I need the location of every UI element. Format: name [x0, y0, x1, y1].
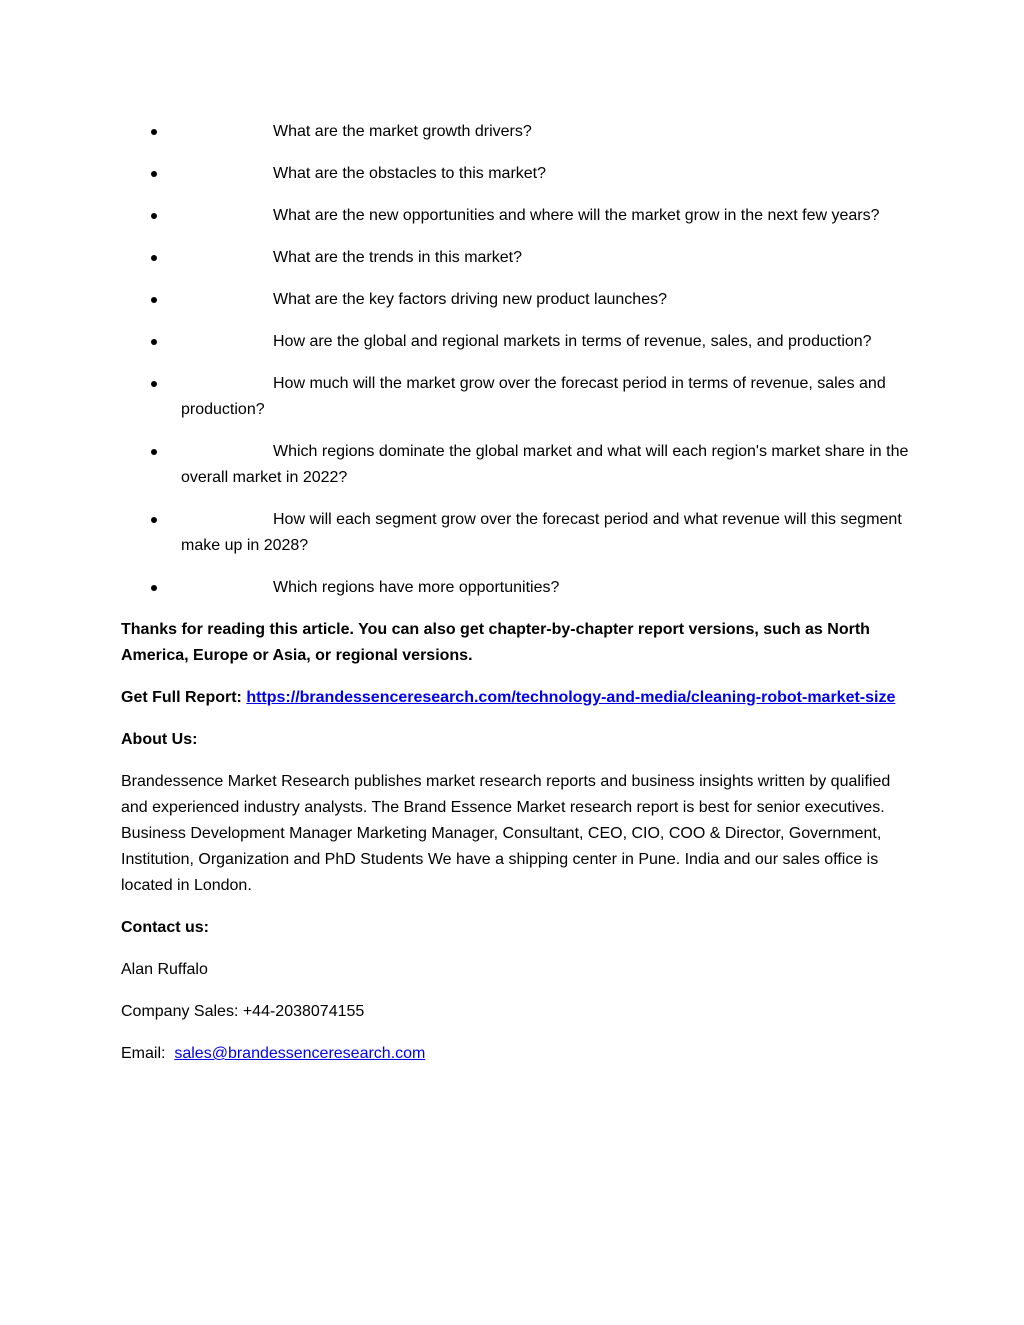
- about-body: Brandessence Market Research publishes market research reports and business insights written by qualified and experienced industry analysts. The Brand Essence Market research report is best for senior executives. Business Development Manager Marketing Manager, Consultant, CEO, CIO, COO & Director, Government, Institution, Organization and PhD Students We have a shipping center in Pune. India and our sales office is located in London.: [121, 773, 891, 894]
- list-item: [121, 575, 911, 601]
- list-item: [121, 119, 911, 145]
- list-item: [121, 203, 911, 229]
- contact-name: Alan Ruffalo: [121, 961, 208, 978]
- bullet-icon: [151, 129, 157, 135]
- bullet-icon: [151, 255, 157, 261]
- question-text: How will each segment grow over the forecast period and what revenue will this segment make up in 2028?: [181, 511, 902, 554]
- question-text: How are the global and regional markets in terms of revenue, sales, and production?: [273, 333, 872, 350]
- email-link[interactable]: sales@brandessenceresearch.com: [174, 1045, 426, 1062]
- list-item: [121, 161, 911, 187]
- question-text: Which regions dominate the global market and what will each region's market share in the overall market in 2022?: [181, 443, 909, 486]
- question-text: How much will the market grow over the forecast period in terms of revenue, sales and production?: [181, 375, 886, 418]
- questions-list: [121, 119, 911, 601]
- bullet-icon: [151, 449, 157, 455]
- question-text: What are the key factors driving new product launches?: [273, 291, 667, 308]
- full-report-paragraph: [121, 685, 911, 711]
- bullet-icon: [151, 339, 157, 345]
- question-text: What are the market growth drivers?: [273, 123, 532, 140]
- list-item: [121, 439, 911, 491]
- question-text: What are the trends in this market?: [273, 249, 522, 266]
- list-item: [121, 287, 911, 313]
- bullet-icon: [151, 517, 157, 523]
- contact-heading: Contact us:: [121, 919, 209, 936]
- list-item: [121, 371, 911, 423]
- list-item: [121, 245, 911, 271]
- question-text: What are the new opportunities and where will the market grow in the next few years?: [273, 207, 880, 224]
- document-content: [121, 119, 911, 1083]
- full-report-label: Get Full Report:: [121, 689, 247, 706]
- question-text: What are the obstacles to this market?: [273, 165, 547, 182]
- about-heading: About Us:: [121, 731, 198, 748]
- question-text: Which regions have more opportunities?: [273, 579, 560, 596]
- bullet-icon: [151, 213, 157, 219]
- bullet-icon: [151, 297, 157, 303]
- contact-email-row: [121, 1041, 911, 1067]
- email-label: Email:: [121, 1045, 175, 1062]
- list-item: [121, 329, 911, 355]
- bullet-icon: [151, 585, 157, 591]
- thanks-paragraph: Thanks for reading this article. You can also get chapter-by-chapter report versions, such as North America, Europe or Asia, or regional versions.: [121, 621, 870, 664]
- bullet-icon: [151, 381, 157, 387]
- contact-sales: Company Sales: +44-2038074155: [121, 1003, 365, 1020]
- bullet-icon: [151, 171, 157, 177]
- full-report-link[interactable]: https://brandessenceresearch.com/technology-and-media/cleaning-robot-market-size: [246, 689, 896, 706]
- list-item: [121, 507, 911, 559]
